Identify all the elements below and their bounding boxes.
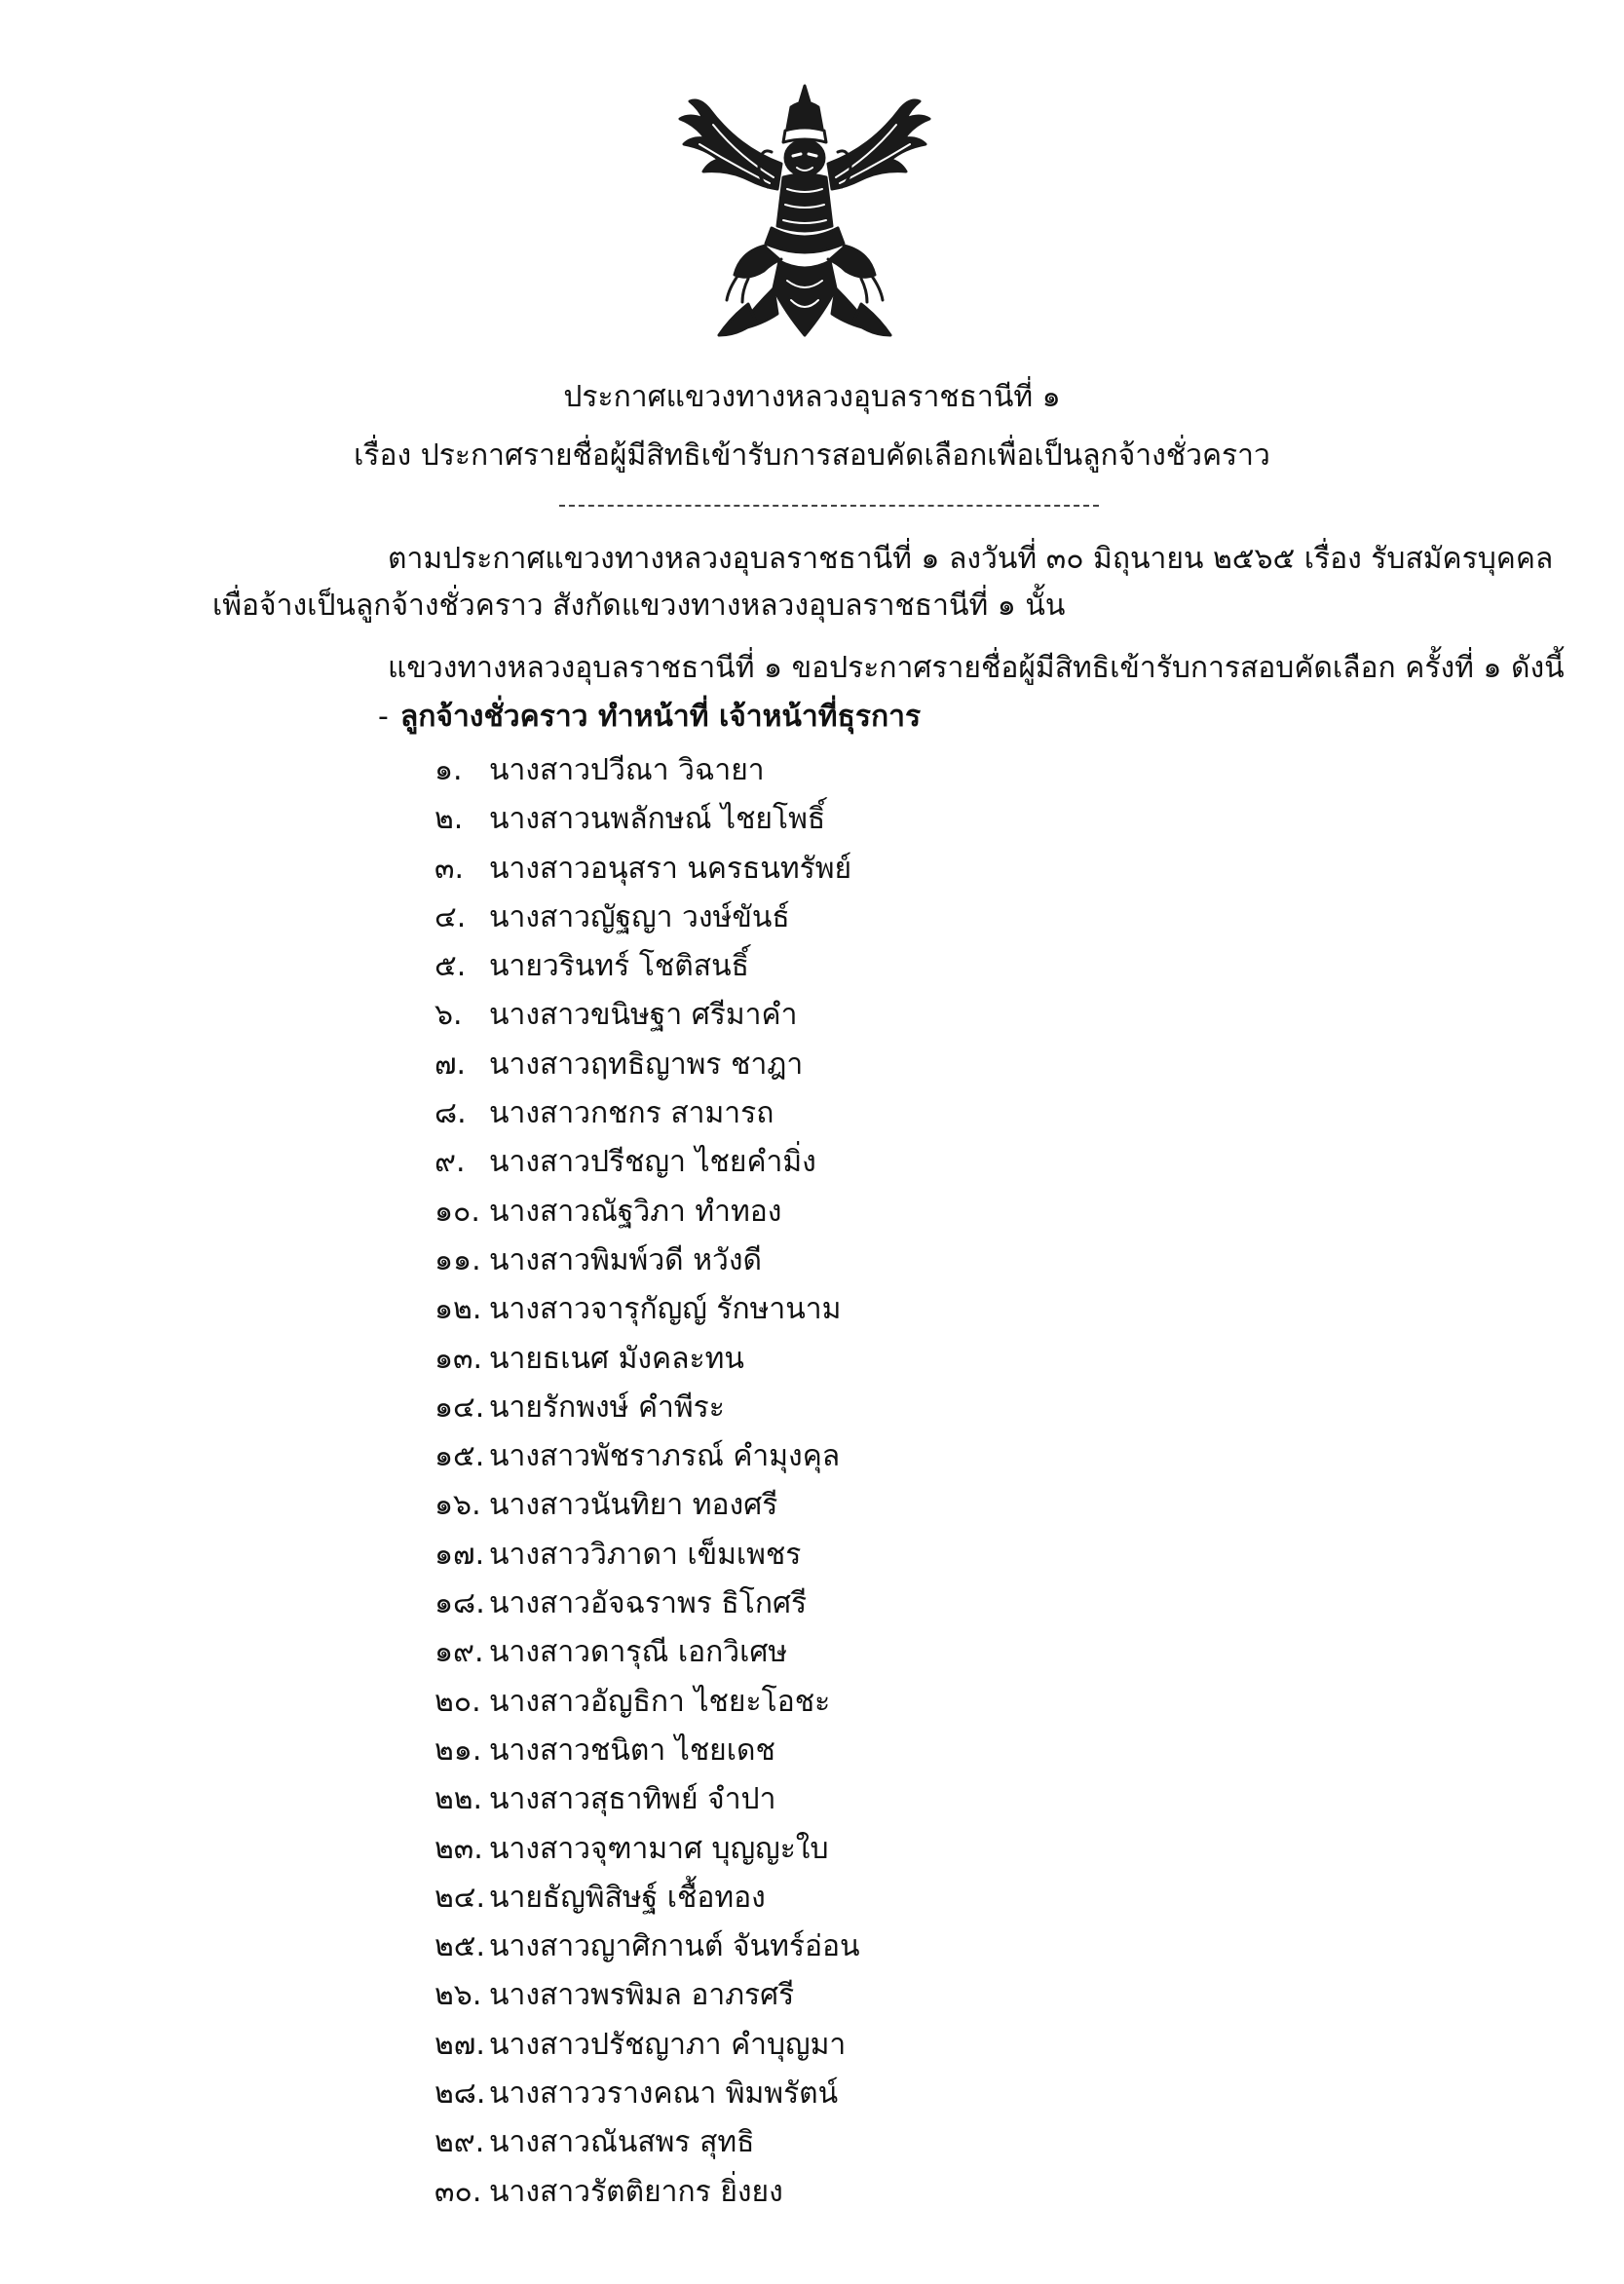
list-item: [434, 1138, 860, 1187]
candidate-name: นางสาวณันสพร สุทธิ: [489, 2125, 755, 2160]
candidate-name: นางสาวอัจฉราพร ธิโกศรี: [489, 1586, 808, 1621]
paragraph-1-line-2: เพื่อจ้างเป็นลูกจ้างชั่วคราว สังกัดแขวงทางหลวงอุบลราชธานีที่ ๑ นั้น: [212, 589, 1066, 623]
list-item: [434, 942, 860, 991]
list-item: [434, 1481, 860, 1530]
list-item: [434, 1678, 860, 1727]
paragraph-2: แขวงทางหลวงอุบลราชธานีที่ ๑ ขอประกาศรายชื่อผู้มีสิทธิเข้ารับการสอบคัดเลือก ครั้งที่ ๑ ดังนี้: [388, 651, 1565, 685]
item-number: ๑๒.: [434, 1292, 482, 1327]
item-number: ๘.: [434, 1096, 467, 1131]
candidate-name: นายธัญพิสิษฐ์ เชื้อทอง: [489, 1880, 766, 1915]
item-number: ๑๑.: [434, 1242, 481, 1277]
item-number: ๒๔.: [434, 1880, 486, 1915]
list-item: [434, 1041, 860, 1089]
candidate-name: นางสาวปวีณา วิฉายา: [489, 753, 765, 787]
item-number: ๔.: [434, 899, 467, 934]
item-number: ๓๐.: [434, 2174, 482, 2209]
item-number: ๓.: [434, 851, 465, 886]
list-item: [434, 1384, 860, 1432]
list-item: [434, 1531, 860, 1580]
list-item: [434, 795, 860, 844]
candidate-name: นางสาวนพลักษณ์ ไชยโพธิ์: [489, 802, 826, 837]
candidate-name: นางสาวจุฑามาศ บุญญะใบ: [489, 1831, 829, 1866]
candidate-name: นางสาวจารุกัญญ์ รักษานาม: [489, 1292, 842, 1327]
list-item: [434, 2070, 860, 2118]
item-number: ๗.: [434, 1047, 467, 1082]
item-number: ๑๕.: [434, 1439, 485, 1474]
divider-line: [559, 505, 1099, 507]
candidate-name: นางสาวสุธาทิพย์ จำปา: [489, 1782, 776, 1817]
list-item: [434, 1580, 860, 1628]
candidate-name: นางสาววรางคณา พิมพรัตน์: [489, 2076, 839, 2112]
list-item: [434, 894, 860, 942]
candidate-name: นางสาวปรีชญา ไชยคำมิ่ง: [489, 1145, 816, 1180]
item-number: ๑๓.: [434, 1341, 483, 1376]
list-item: [434, 2118, 860, 2167]
candidate-name: นายวรินทร์ โชติสนธิ์: [489, 949, 749, 984]
item-number: ๒๒.: [434, 1782, 483, 1817]
item-number: ๒๙.: [434, 2125, 485, 2160]
candidate-name: นางสาวฤทธิญาพร ชาฎา: [489, 1047, 804, 1082]
candidate-name: นางสาวชนิตา ไชยเดช: [489, 1732, 775, 1768]
list-item: [434, 746, 860, 795]
position-dash: -: [378, 700, 389, 734]
candidate-name: นางสาวญาศิกานต์ จันทร์อ่อน: [489, 1929, 860, 1964]
list-item: [434, 2021, 860, 2070]
candidate-name: นางสาวพรพิมล อาภรศรี: [489, 1978, 795, 2013]
item-number: ๑๗.: [434, 1537, 485, 1572]
list-item: [434, 1432, 860, 1481]
item-number: ๑๔.: [434, 1389, 485, 1425]
candidate-name: นางสาวอัญธิกา ไชยะโอชะ: [489, 1684, 831, 1719]
item-number: ๕.: [434, 949, 467, 984]
candidate-name: นายธเนศ มังคละทน: [489, 1341, 744, 1376]
list-item: [434, 2168, 860, 2217]
announcement-subject: เรื่อง ประกาศรายชื่อผู้มีสิทธิเข้ารับการสอบคัดเลือกเพื่อเป็นลูกจ้างชั่วคราว: [354, 438, 1270, 473]
item-number: ๒๖.: [434, 1978, 482, 2013]
item-number: ๒๑.: [434, 1732, 482, 1768]
item-number: ๒.: [434, 802, 464, 837]
item-number: ๑๐.: [434, 1194, 480, 1229]
item-number: ๒๐.: [434, 1684, 481, 1719]
list-item: [434, 1237, 860, 1285]
candidate-name: นางสาวขนิษฐา ศรีมาคำ: [489, 998, 798, 1033]
position-title: ลูกจ้างชั่วคราว ทำหน้าที่ เจ้าหน้าที่ธุรการ: [399, 700, 922, 734]
candidate-name: นางสาวปรัชญาภา คำบุญมา: [489, 2027, 847, 2062]
item-number: ๑.: [434, 753, 463, 787]
item-number: ๙.: [434, 1145, 466, 1180]
candidate-name: นางสาวรัตติยากร ยิ่งยง: [489, 2174, 783, 2209]
item-number: ๒๕.: [434, 1929, 486, 1964]
item-number: ๑๙.: [434, 1635, 484, 1670]
candidate-name: นางสาวดารุณี เอกวิเศษ: [489, 1635, 788, 1670]
candidate-name: นางสาวพัชราภรณ์ คำมุงคุล: [489, 1439, 841, 1474]
item-number: ๑๖.: [434, 1488, 481, 1523]
list-item: [434, 1971, 860, 2020]
position-heading: [378, 696, 921, 739]
item-number: ๒๗.: [434, 2027, 485, 2062]
candidate-name: นางสาวอนุสรา นครธนทรัพย์: [489, 851, 852, 886]
list-item: [434, 1628, 860, 1677]
list-item: [434, 1825, 860, 1874]
candidate-name: นางสาวกชกร สามารถ: [489, 1096, 774, 1131]
list-item: [434, 845, 860, 894]
candidate-name: นางสาวณัฐวิภา ทำทอง: [489, 1194, 782, 1229]
list-item: [434, 1922, 860, 1971]
candidate-name: นางสาวนันทิยา ทองศรี: [489, 1488, 778, 1523]
paragraph-1-line-1: ตามประกาศแขวงทางหลวงอุบลราชธานีที่ ๑ ลงวันที่ ๓๐ มิถุนายน ๒๕๖๕ เรื่อง รับสมัครบุคคล: [388, 542, 1554, 576]
item-number: ๖.: [434, 998, 463, 1033]
list-item: [434, 1335, 860, 1384]
candidate-name: นางสาววิภาดา เข็มเพชร: [489, 1537, 802, 1572]
candidate-name: นางสาวญัฐญา วงษ์ขันธ์: [489, 899, 790, 934]
list-item: [434, 1089, 860, 1138]
list-item: [434, 1188, 860, 1237]
list-item: [434, 1874, 860, 1922]
candidate-name: นายรักพงษ์ คำพีระ: [489, 1389, 725, 1425]
candidate-name: นางสาวพิมพ์วดี หวังดี: [489, 1242, 762, 1277]
list-item: [434, 1727, 860, 1775]
item-number: ๑๘.: [434, 1586, 485, 1621]
item-number: ๒๓.: [434, 1831, 483, 1866]
list-item: [434, 1775, 860, 1824]
list-item: [434, 991, 860, 1040]
item-number: ๒๘.: [434, 2076, 486, 2112]
candidate-list: [434, 746, 860, 2217]
garuda-emblem-icon: [670, 80, 939, 351]
list-item: [434, 1285, 860, 1334]
announcement-title: ประกาศแขวงทางหลวงอุบลราชธานีที่ ๑: [563, 380, 1061, 414]
